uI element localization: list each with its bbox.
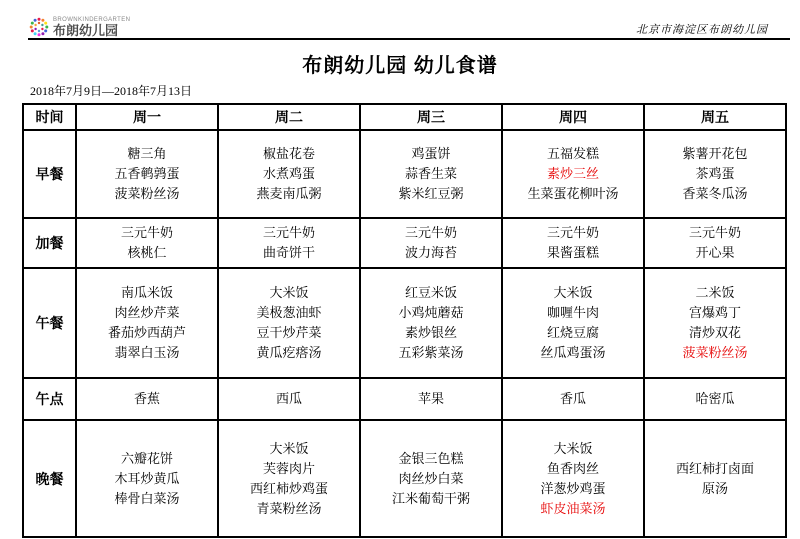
menu-cell	[76, 420, 218, 537]
day-column-header: 周三	[360, 104, 502, 130]
meal-time-label: 晚餐	[23, 420, 76, 537]
logo-text	[53, 17, 130, 37]
dish-item: 丝瓜鸡蛋汤	[540, 345, 606, 360]
dish-item: 美极葱油虾	[256, 305, 322, 320]
dish-item: 香菜冬瓜汤	[682, 186, 748, 201]
dish-item: 果酱蛋糕	[546, 245, 599, 260]
meal-time-label: 午餐	[23, 268, 76, 378]
page-title: 布朗幼儿园 幼儿食谱	[302, 55, 498, 77]
menu-cell	[360, 378, 502, 420]
dish-item: 三元牛奶	[546, 225, 599, 240]
day-column-header: 周二	[218, 104, 360, 130]
dish-item: 菠菜粉丝汤	[114, 186, 180, 201]
dish-item: 大米饭	[269, 285, 309, 300]
dish-item: 三元牛奶	[404, 225, 457, 240]
dish-item: 五彩紫菜汤	[398, 345, 464, 360]
dish-item: 豆干炒芹菜	[256, 325, 322, 340]
dish-item: 小鸡炖蘑菇	[398, 305, 464, 320]
menu-cell	[502, 378, 644, 420]
dish-item: 菠菜粉丝汤	[682, 345, 748, 360]
logo-chinese-text: 布朗幼儿园	[53, 23, 119, 38]
table-row	[23, 420, 786, 537]
dish-item: 鱼香肉丝	[546, 460, 599, 476]
menu-cell	[502, 268, 644, 378]
dish-item: 素炒银丝	[404, 325, 457, 340]
dish-item: 开心果	[695, 245, 735, 260]
menu-cell	[502, 130, 644, 218]
dish-item: 二米饭	[695, 285, 735, 300]
menu-cell	[360, 268, 502, 378]
menu-cell	[644, 268, 786, 378]
dish-item: 五福发糕	[546, 146, 599, 161]
meal-time-label: 早餐	[23, 130, 76, 218]
dish-item: 三元牛奶	[688, 225, 741, 240]
dish-item: 咖喱牛肉	[546, 305, 599, 320]
kindergarten-logo	[28, 16, 130, 38]
dish-item: 肉丝炒白菜	[398, 470, 464, 486]
dish-item: 椒盐花卷	[262, 146, 315, 161]
logo-english-text: BROWNKINDERGARTEN	[53, 17, 131, 23]
table-row	[23, 378, 786, 420]
dish-item: 紫米红豆粥	[398, 186, 464, 201]
dish-item: 香蕉	[133, 391, 160, 406]
header-row	[23, 104, 786, 130]
dish-item: 水煮鸡蛋	[262, 166, 315, 181]
menu-cell	[502, 218, 644, 268]
dish-item: 西瓜	[275, 391, 302, 406]
dish-item: 金银三色糕	[398, 450, 464, 466]
dish-item: 大米饭	[553, 285, 593, 300]
menu-cell	[360, 420, 502, 537]
menu-cell	[218, 378, 360, 420]
dish-item: 核桃仁	[127, 245, 167, 260]
menu-cell	[644, 420, 786, 537]
table-row	[23, 218, 786, 268]
table-row	[23, 130, 786, 218]
menu-cell	[360, 218, 502, 268]
menu-cell	[76, 218, 218, 268]
dish-item: 宫爆鸡丁	[688, 305, 741, 320]
menu-cell	[76, 378, 218, 420]
menu-cell	[76, 130, 218, 218]
dish-item: 翡翠白玉汤	[114, 345, 180, 360]
menu-cell	[218, 420, 360, 537]
dish-item: 大米饭	[553, 440, 593, 456]
dish-item: 肉丝炒芹菜	[114, 305, 180, 320]
time-column-header: 时间	[23, 104, 76, 130]
dish-item: 紫薯开花包	[682, 146, 748, 161]
dish-item: 虾皮油菜汤	[540, 500, 606, 516]
org-name: 北京市海淀区布朗幼儿园	[636, 24, 768, 36]
dish-item: 三元牛奶	[262, 225, 315, 240]
meal-time-label: 午点	[23, 378, 76, 420]
dish-item: 木耳炒黄瓜	[114, 470, 180, 486]
dish-item: 南瓜米饭	[120, 285, 173, 300]
dish-item: 香瓜	[559, 391, 586, 406]
menu-cell	[502, 420, 644, 537]
dish-item: 曲奇饼干	[262, 245, 315, 260]
page-header	[28, 0, 790, 40]
menu-cell	[644, 378, 786, 420]
dish-item: 五香鹌鹑蛋	[114, 166, 180, 181]
date-range: 2018年7月9日—2018年7月13日	[30, 84, 193, 98]
menu-cell	[218, 130, 360, 218]
menu-cell	[218, 268, 360, 378]
day-column-header: 周五	[644, 104, 786, 130]
dish-item: 番茄炒西葫芦	[107, 325, 186, 340]
menu-cell	[360, 130, 502, 218]
dish-item: 青菜粉丝汤	[256, 500, 322, 516]
dish-item: 西红柿炒鸡蛋	[249, 480, 328, 496]
menu-cell	[644, 218, 786, 268]
dish-item: 燕麦南瓜粥	[256, 186, 322, 201]
dish-item: 三元牛奶	[120, 225, 173, 240]
dish-item: 原汤	[701, 480, 728, 496]
menu-cell	[218, 218, 360, 268]
dish-item: 芙蓉肉片	[262, 460, 315, 476]
menu-cell	[76, 268, 218, 378]
dish-item: 洋葱炒鸡蛋	[540, 480, 606, 496]
dish-item: 茶鸡蛋	[695, 166, 735, 181]
day-column-header: 周四	[502, 104, 644, 130]
menu-table	[22, 103, 787, 538]
dish-item: 黄瓜疙瘩汤	[256, 345, 322, 360]
menu-cell	[644, 130, 786, 218]
dish-item: 生菜蛋花柳叶汤	[527, 186, 619, 201]
dish-item: 大米饭	[269, 440, 309, 456]
table-row	[23, 268, 786, 378]
dish-item: 哈密瓜	[695, 391, 735, 406]
dish-item: 苹果	[417, 391, 444, 406]
dish-item: 红烧豆腐	[546, 325, 599, 340]
dish-item: 六瓣花饼	[120, 450, 173, 466]
logo-starburst-icon	[28, 16, 50, 38]
dish-item: 糖三角	[127, 146, 167, 161]
dish-item: 波力海苔	[404, 245, 457, 260]
dish-item: 西红柿打卤面	[675, 460, 754, 476]
dish-item: 鸡蛋饼	[411, 146, 451, 161]
dish-item: 蒜香生菜	[404, 166, 457, 181]
meal-time-label: 加餐	[23, 218, 76, 268]
dish-item: 清炒双花	[688, 325, 741, 340]
day-column-header: 周一	[76, 104, 218, 130]
dish-item: 棒骨白菜汤	[114, 490, 180, 506]
dish-item: 江米葡萄干粥	[391, 490, 470, 506]
dish-item: 素炒三丝	[546, 166, 599, 181]
dish-item: 红豆米饭	[404, 285, 457, 300]
